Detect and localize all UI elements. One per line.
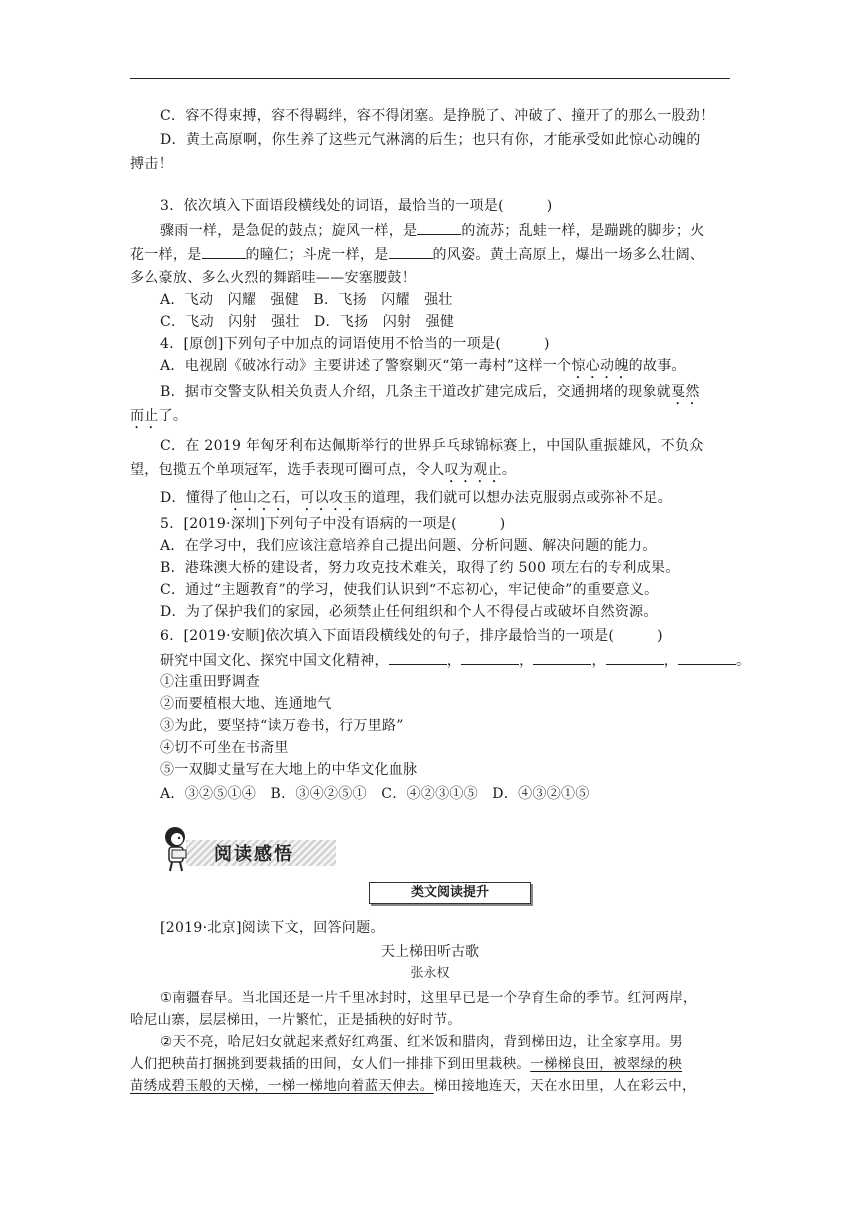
paragraph-2-cont2: 苗绣成碧玉般的天梯，一梯一梯地向着蓝天伸去。梯田接地连天，天在水田里，人在彩云中， (130, 1078, 696, 1094)
paragraph-2-cont: 人们把秧苗打捆挑到要栽插的田间，女人们一排排下到田里栽秧。一梯梯良田，被翠绿的秧 (130, 1056, 683, 1072)
q4-option-d: D．懂得了他山之石，可以攻玉的道理，我们就可以想办法克服弱点或弥补不足。 (160, 490, 673, 506)
reader-figure-icon (160, 826, 194, 872)
section-banner (160, 826, 340, 872)
q4-option-b-cont: 而止了。 (130, 408, 188, 424)
reading-intro: [2019·北京]阅读下文，回答问题。 (160, 920, 385, 936)
q3-passage-line3: 多么豪放、多么火烈的舞蹈哇——安塞腰鼓！ (130, 270, 416, 286)
q4-option-c-cont: 望，包揽五个单项冠军，选手表现可圈可点，令人叹为观止。 (130, 462, 517, 478)
q6-item-1: ①注重田野调查 (160, 674, 261, 690)
q4-option-a: A．电视剧《破冰行动》主要讲述了警察剿灭“第一毒村”这样一个惊心动魄的故事。 (160, 358, 686, 374)
q4-option-c: C．在 2019 年匈牙利布达佩斯举行的世界乒乓球锦标赛上，中国队重振雄风，不负众 (160, 438, 704, 454)
q6-passage: 研究中国文化、探究中国文化精神， ， ， ， ， 。 (160, 650, 750, 671)
q3-stem: 3．依次填入下面语段横线处的词语，最恰当的一项是( ) (160, 198, 553, 214)
article-author: 张永权 (410, 966, 450, 981)
q6-options: A．③②⑤①④ B．③④②⑤① C．④②③①⑤ D．④③②①⑤ (160, 786, 590, 802)
paragraph-2: ②天不亮，哈尼妇女就起来煮好红鸡蛋、红米饭和腊肉，背到梯田边，让全家享用。男 (160, 1034, 684, 1050)
q3-options-cd: C．飞动 闪射 强壮 D．飞扬 闪射 强健 (160, 314, 455, 330)
q5-stem: 5．[2019·深圳]下列句子中没有语病的一项是( ) (160, 516, 506, 532)
q5-option-b: B．港珠澳大桥的建设者，努力攻克技术难关，取得了约 500 项左右的专利成果。 (160, 560, 680, 576)
q6-item-5: ⑤一双脚丈量写在大地上的中华文化血脉 (160, 762, 418, 778)
paragraph-1-cont: 哈尼山寨，层层梯田，一片繁忙，正是插秧的好时节。 (130, 1012, 462, 1028)
q6-item-4: ④切不可坐在书斋里 (160, 740, 289, 756)
q5-option-a: A．在学习中，我们应该注意培养自己提出问题、分析问题、解决问题的能力。 (160, 538, 657, 554)
q4-option-b: B．据市交警支队相关负责人介绍，几条主干道改扩建完成后，交通拥堵的现象就戛然 (160, 384, 700, 400)
paragraph-1: ①南疆春早。当北国还是一片千里冰封时，这里早已是一个孕育生命的季节。红河两岸， (160, 990, 697, 1006)
section-title: 阅读感悟 (214, 844, 294, 865)
article-title: 天上梯田听古歌 (381, 944, 479, 960)
option-d: D．黄土高原啊，你生养了这些元气淋漓的后生；也只有你，才能承受如此惊心动魄的 (160, 132, 701, 148)
q6-stem: 6．[2019·安顺]依次填入下面语段横线处的句子，排序最恰当的一项是( ) (160, 628, 663, 644)
option-c: C．容不得束搏，容不得羁绊，容不得闭塞。是挣脱了、冲破了、撞开了的那么一股劲！ (160, 108, 715, 124)
q4-stem: 4．[原创]下列句子中加点的词语使用不恰当的一项是( ) (160, 336, 550, 352)
q3-passage-line1: 骤雨一样，是急促的鼓点；旋风一样，是 的流苏；乱蛙一样，是蹦跳的脚步；火 (160, 220, 705, 241)
option-d-cont: 搏击！ (130, 156, 173, 172)
q6-item-3: ③为此，要坚持“读万卷书，行万里路” (160, 718, 404, 734)
q5-option-c: C．通过“主题教育”的学习，使我们认识到“不忘初心，牢记使命”的重要意义。 (160, 582, 659, 598)
subsection-heading: 类文阅读提升 (369, 882, 531, 904)
q6-item-2: ②而要植根大地、连通地气 (160, 696, 332, 712)
q3-passage-line2: 花一样，是 的瞳仁；斗虎一样，是 的风姿。黄土高原上，爆出一场多么壮阔、 (130, 244, 704, 265)
header-rule (130, 78, 730, 79)
q3-options-ab: A．飞动 闪耀 强健 B．飞扬 闪耀 强壮 (160, 292, 453, 308)
q5-option-d: D．为了保护我们的家园，必须禁止任何组织和个人不得侵占或破坏自然资源。 (160, 604, 658, 620)
